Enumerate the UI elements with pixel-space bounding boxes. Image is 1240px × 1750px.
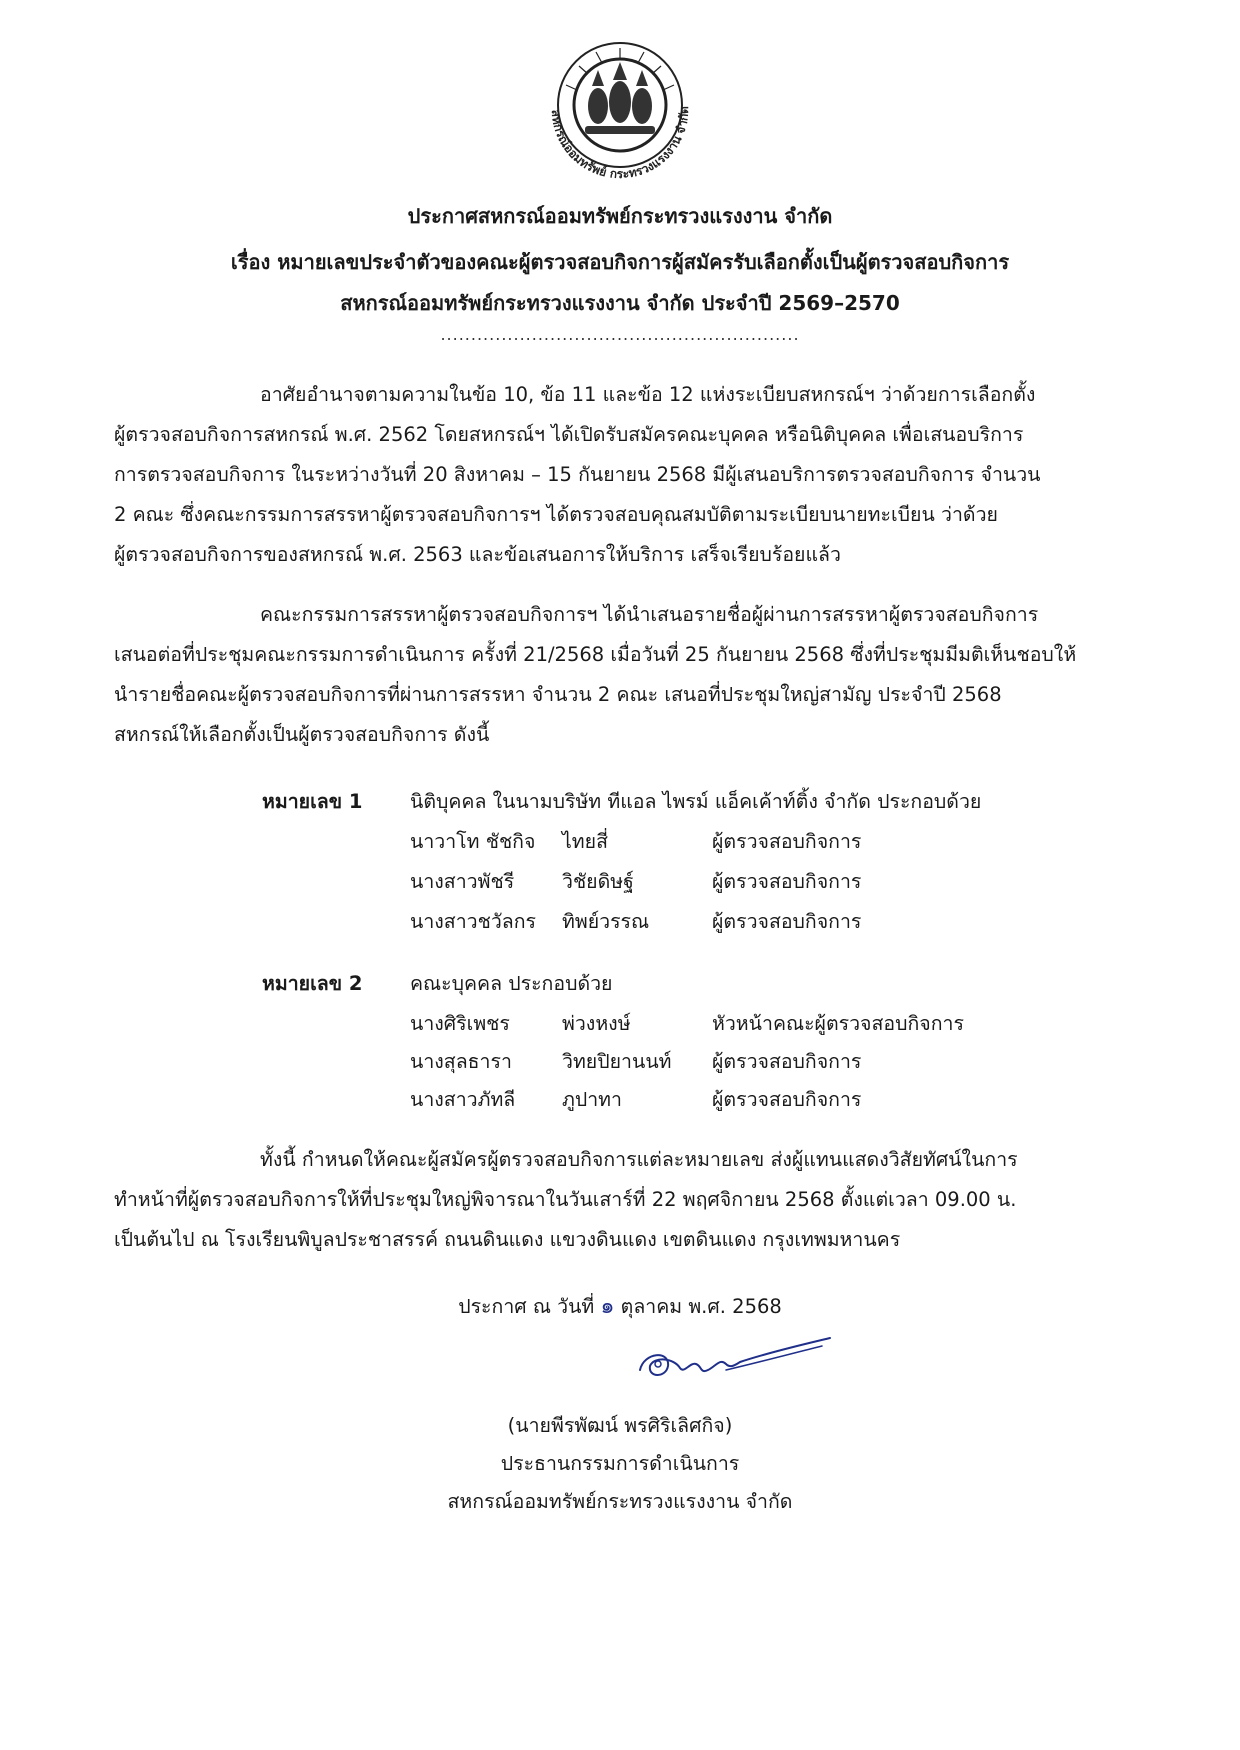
member-last-name: ไทยสี่	[562, 830, 608, 853]
paragraph-line: ทั้งนี้ กำหนดให้คณะผู้สมัครผู้ตรวจสอบกิจการแต่ละหมายเลข ส่งผู้แทนแสดงวิสัยทัศน์ในการ	[260, 1148, 1018, 1171]
paragraph-selection	[114, 595, 1120, 755]
member-first-name: นางสาวพัชรี	[410, 870, 515, 893]
member-role: ผู้ตรวจสอบกิจการ	[712, 830, 862, 853]
member-last-name: วิชัยดิษฐ์	[562, 870, 634, 893]
member-role: ผู้ตรวจสอบกิจการ	[712, 1088, 862, 1111]
announcement-title: ประกาศสหกรณ์ออมทรัพย์กระทรวงแรงงาน จำกัด	[407, 204, 833, 228]
signatory-position: ประธานกรรมการดำเนินการ	[500, 1452, 740, 1475]
paragraph-line: ผู้ตรวจสอบกิจการสหกรณ์ พ.ศ. 2562 โดยสหกรณ์ฯ ได้เปิดรับสมัครคณะบุคคล หรือนิติบุคคล เพื่อเสนอบริการ	[114, 423, 1024, 446]
member-first-name: นางสาวชวัลกร	[410, 910, 537, 933]
candidate-2-description: คณะบุคคล ประกอบด้วย	[410, 972, 613, 995]
date-suffix: ตุลาคม พ.ศ. 2568	[620, 1295, 782, 1318]
candidate-2-label: หมายเลข 2	[262, 972, 363, 995]
date-day-handwritten: ๑	[600, 1294, 615, 1319]
paragraph-line: นำรายชื่อคณะผู้ตรวจสอบกิจการที่ผ่านการสรรหา จำนวน 2 คณะ เสนอที่ประชุมใหญ่สามัญ ประจำปี 2568	[114, 683, 1002, 706]
subject-line-2: สหกรณ์ออมทรัพย์กระทรวงแรงงาน จำกัด ประจำปี 2569–2570	[340, 291, 900, 315]
subject-line: เรื่อง หมายเลขประจำตัวของคณะผู้ตรวจสอบกิจการผู้สมัครรับเลือกตั้งเป็นผู้ตรวจสอบกิจการ	[230, 250, 1010, 274]
signatory-name: (นายพีรพัฒน์ พรศิริเลิศกิจ)	[507, 1414, 733, 1437]
member-first-name: นางสาวภัทลี	[410, 1088, 516, 1111]
member-role: ผู้ตรวจสอบกิจการ	[712, 870, 862, 893]
signatory-organization: สหกรณ์ออมทรัพย์กระทรวงแรงงาน จำกัด	[447, 1490, 793, 1513]
member-last-name: ทิพย์วรรณ	[562, 910, 650, 933]
handwritten-signature	[630, 1322, 840, 1392]
paragraph-line: ผู้ตรวจสอบกิจการของสหกรณ์ พ.ศ. 2563 และข้อเสนอการให้บริการ เสร็จเรียบร้อยแล้ว	[114, 543, 841, 566]
member-role: หัวหน้าคณะผู้ตรวจสอบกิจการ	[712, 1012, 964, 1035]
paragraph-line: สหกรณ์ให้เลือกตั้งเป็นผู้ตรวจสอบกิจการ ดังนี้	[114, 723, 490, 746]
seal-ring-text: สหกรณ์ออมทรัพย์ กระทรวงแรงงาน จำกัด	[548, 106, 692, 182]
cooperative-seal-logo	[530, 30, 710, 190]
paragraph-line: อาศัยอำนาจตามความในข้อ 10, ข้อ 11 และข้อ 12 แห่งระเบียบสหกรณ์ฯ ว่าด้วยการเลือกตั้ง	[260, 383, 1036, 406]
announcement-date	[0, 1288, 1240, 1323]
paragraph-line: ทำหน้าที่ผู้ตรวจสอบกิจการให้ที่ประชุมใหญ่พิจารณาในวันเสาร์ที่ 22 พฤศจิกายน 2568 ตั้งแต่เวลา 09.00 น.	[114, 1188, 1017, 1211]
paragraph-line: เป็นต้นไป ณ โรงเรียนพิบูลประชาสรรค์ ถนนดินแดง แขวงดินแดง เขตดินแดง กรุงเทพมหานคร	[114, 1228, 901, 1251]
member-first-name: นางสุลธารา	[410, 1050, 512, 1073]
paragraph-authority	[114, 375, 1120, 575]
title-separator: ...........................................................	[440, 325, 800, 344]
member-last-name: วิทยปิยานนท์	[562, 1050, 672, 1073]
paragraph-line: การตรวจสอบกิจการ ในระหว่างวันที่ 20 สิงหาคม – 15 กันยายน 2568 มีผู้เสนอบริการตรวจสอบกิจการ จำนวน	[114, 463, 1041, 486]
candidate-1-label: หมายเลข 1	[262, 790, 363, 813]
member-first-name: นางศิริเพชร	[410, 1012, 510, 1035]
paragraph-line: 2 คณะ ซึ่งคณะกรรมการสรรหาผู้ตรวจสอบกิจการฯ ได้ตรวจสอบคุณสมบัติตามระเบียบนายทะเบียน ว่าด้วย	[114, 503, 998, 526]
candidate-1-description: นิติบุคคล ในนามบริษัท ทีแอล ไพรม์ แอ็คเค้าท์ติ้ง จำกัด ประกอบด้วย	[410, 790, 982, 813]
paragraph-line: เสนอต่อที่ประชุมคณะกรรมการดำเนินการ ครั้งที่ 21/2568 เมื่อวันที่ 25 กันยายน 2568 ซึ่งที่ประชุมมีมติเห็นชอบให้	[114, 643, 1077, 666]
date-prefix: ประกาศ ณ วันที่	[458, 1295, 595, 1318]
member-role: ผู้ตรวจสอบกิจการ	[712, 1050, 862, 1073]
member-last-name: ภูปาทา	[562, 1088, 622, 1111]
member-last-name: พ่วงหงษ์	[562, 1012, 631, 1035]
paragraph-line: คณะกรรมการสรรหาผู้ตรวจสอบกิจการฯ ได้นำเสนอรายชื่อผู้ผ่านการสรรหาผู้ตรวจสอบกิจการ	[260, 603, 1039, 626]
paragraph-vision-presentation	[114, 1140, 1120, 1260]
member-role: ผู้ตรวจสอบกิจการ	[712, 910, 862, 933]
member-first-name: นาวาโท ชัชกิจ	[410, 830, 536, 853]
